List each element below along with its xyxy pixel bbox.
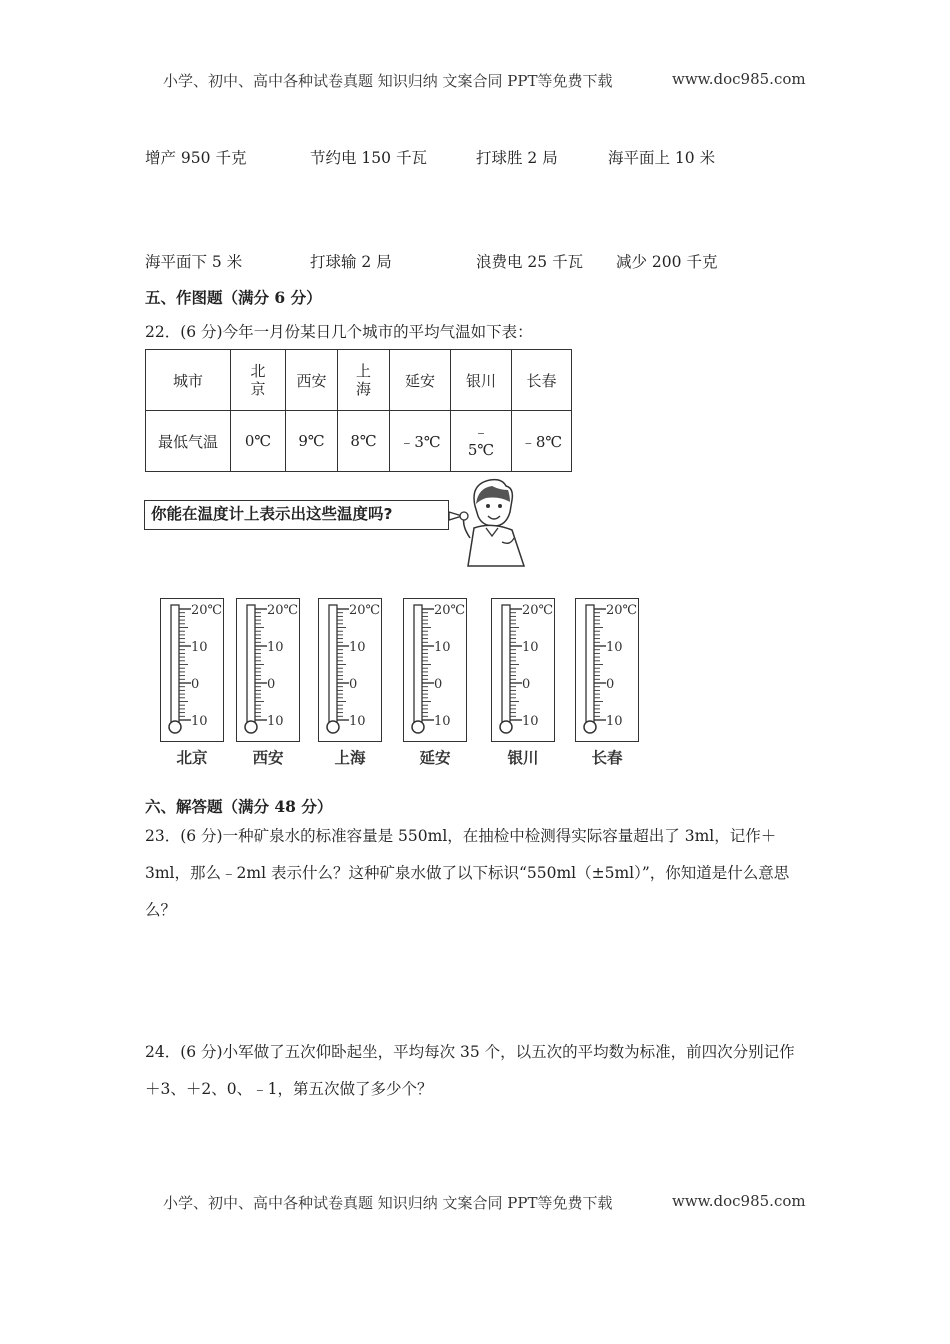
thermometer-tube xyxy=(171,605,179,723)
table-cell: 8℃ xyxy=(338,411,390,472)
thermometer-scale xyxy=(576,599,638,741)
thermometer xyxy=(491,598,555,742)
thermometer-tick-label: 20℃ xyxy=(191,603,223,618)
match-item: 增产 950 千克 xyxy=(145,149,247,167)
thermometer-tick-label: 0 xyxy=(606,677,615,692)
table-cell-yinchuan-sign: ﹣ xyxy=(473,423,489,441)
thermometer-tick-label: 20℃ xyxy=(349,603,381,618)
page-footer-url[interactable]: www.doc985.com xyxy=(672,1192,806,1210)
question-22: 22．(6 分)今年一月份某日几个城市的平均气温如下表： xyxy=(145,323,533,341)
thermometer xyxy=(575,598,639,742)
section-title: 五、作图题（满分 6 分） xyxy=(145,288,322,307)
table-city-xian: 西安 xyxy=(286,350,338,411)
table-row-label: 最低气温 xyxy=(146,411,231,472)
thermometer-tube xyxy=(586,605,594,723)
thermometer-tick-label: 10 xyxy=(349,714,366,729)
thermometer-scale xyxy=(161,599,223,741)
table-city-yinchuan: 银川 xyxy=(451,350,512,411)
match-item: 打球输 2 局 xyxy=(310,253,392,271)
table-cell-yinchuan-value: 5℃ xyxy=(467,441,495,459)
table-cell: 9℃ xyxy=(286,411,338,472)
thermometer-label: 延安 xyxy=(419,749,451,767)
thermometer-tick-label: 10 xyxy=(267,640,284,655)
thermometer-tube xyxy=(247,605,255,723)
thermometer-tube xyxy=(414,605,422,723)
temperature-table xyxy=(145,349,572,472)
thermometer xyxy=(403,598,467,742)
match-item: 海平面上 10 米 xyxy=(608,149,716,167)
table-cell-yinchuan xyxy=(451,411,512,472)
thermometer xyxy=(318,598,382,742)
thermometer-tick-label: 20℃ xyxy=(267,603,299,618)
table-header-label: 城市 xyxy=(146,350,231,411)
thermometer-label: 北京 xyxy=(176,749,208,767)
table-cell: ﹣8℃ xyxy=(512,411,572,472)
thermometer-tick-label: 10 xyxy=(434,714,451,729)
thermometer-tick-label: 10 xyxy=(606,640,623,655)
table-cell: 0℃ xyxy=(231,411,286,472)
thermometer-tick-label: 10 xyxy=(267,714,284,729)
table-city-beijing: 北 京 xyxy=(231,350,286,411)
thermometer-bulb xyxy=(412,721,424,733)
thermometer-tick-label: 0 xyxy=(267,677,276,692)
match-item: 海平面下 5 米 xyxy=(145,253,243,271)
match-item: 节约电 150 千瓦 xyxy=(310,149,427,167)
thermometer-tick-label: 20℃ xyxy=(434,603,466,618)
thermometer-tube xyxy=(329,605,337,723)
table-cell: ﹣3℃ xyxy=(390,411,451,472)
thermometer-tick-label: 0 xyxy=(349,677,358,692)
question-23: 23．(6 分)一种矿泉水的标准容量是 550ml，在抽检中检测得实际容量超出了 3ml，记作＋3ml，那么﹣2ml 表示什么？这种矿泉水做了以下标识“550ml（±5ml）”，你知道是什么意思么？ xyxy=(145,827,790,919)
thermometer-tick-label: 10 xyxy=(349,640,366,655)
thermometer xyxy=(236,598,300,742)
table-row xyxy=(146,411,572,472)
thermometer-scale xyxy=(319,599,381,741)
match-item: 浪费电 25 千瓦 xyxy=(476,253,584,271)
page-header-text: 小学、初中、高中各种试卷真题 知识归纳 文案合同 PPT等免费下载 xyxy=(163,72,613,90)
thermometer-tick-label: 10 xyxy=(606,714,623,729)
thermometer-tick-label: 20℃ xyxy=(606,603,638,618)
thermometer-bulb xyxy=(584,721,596,733)
thermometer-bulb xyxy=(169,721,181,733)
thermometer-bulb xyxy=(327,721,339,733)
table-header-row xyxy=(146,350,572,411)
speech-bubble: 你能在温度计上表示出这些温度吗? xyxy=(144,500,449,530)
thermometer-tick-label: 10 xyxy=(522,714,539,729)
thermometer-tick-label: 0 xyxy=(191,677,200,692)
match-item: 打球胜 2 局 xyxy=(476,149,558,167)
thermometer-bulb xyxy=(245,721,257,733)
thermometer-label: 上海 xyxy=(334,749,366,767)
thermometer-bulb xyxy=(500,721,512,733)
page-header-url[interactable]: www.doc985.com xyxy=(672,70,806,88)
boy-illustration xyxy=(440,476,535,568)
question-24: 24．(6 分)小军做了五次仰卧起坐，平均每次 35 个，以五次的平均数为标准，前四次分别记作＋3、＋2、0、﹣1，第五次做了多少个？ xyxy=(145,1043,795,1098)
match-item: 减少 200 千克 xyxy=(616,253,718,271)
thermometer-tube xyxy=(502,605,510,723)
table-city-shanghai: 上 海 xyxy=(338,350,390,411)
thermometer-tick-label: 10 xyxy=(191,640,208,655)
table-city-changchun: 长春 xyxy=(512,350,572,411)
section-title: 六、解答题（满分 48 分） xyxy=(145,797,333,816)
thermometer-tick-label: 10 xyxy=(434,640,451,655)
thermometer xyxy=(160,598,224,742)
page-footer-text: 小学、初中、高中各种试卷真题 知识归纳 文案合同 PPT等免费下载 xyxy=(163,1194,613,1212)
thermometer-scale xyxy=(404,599,466,741)
thermometer-scale xyxy=(237,599,299,741)
thermometer-tick-label: 10 xyxy=(191,714,208,729)
thermometer-tick-label: 20℃ xyxy=(522,603,554,618)
thermometer-label: 长春 xyxy=(591,749,623,767)
thermometer-tick-label: 0 xyxy=(522,677,531,692)
table-city-yanan: 延安 xyxy=(390,350,451,411)
thermometer-tick-label: 10 xyxy=(522,640,539,655)
thermometer-label: 西安 xyxy=(252,749,284,767)
thermometer-tick-label: 0 xyxy=(434,677,443,692)
thermometer-scale xyxy=(492,599,554,741)
thermometer-label: 银川 xyxy=(507,749,539,767)
